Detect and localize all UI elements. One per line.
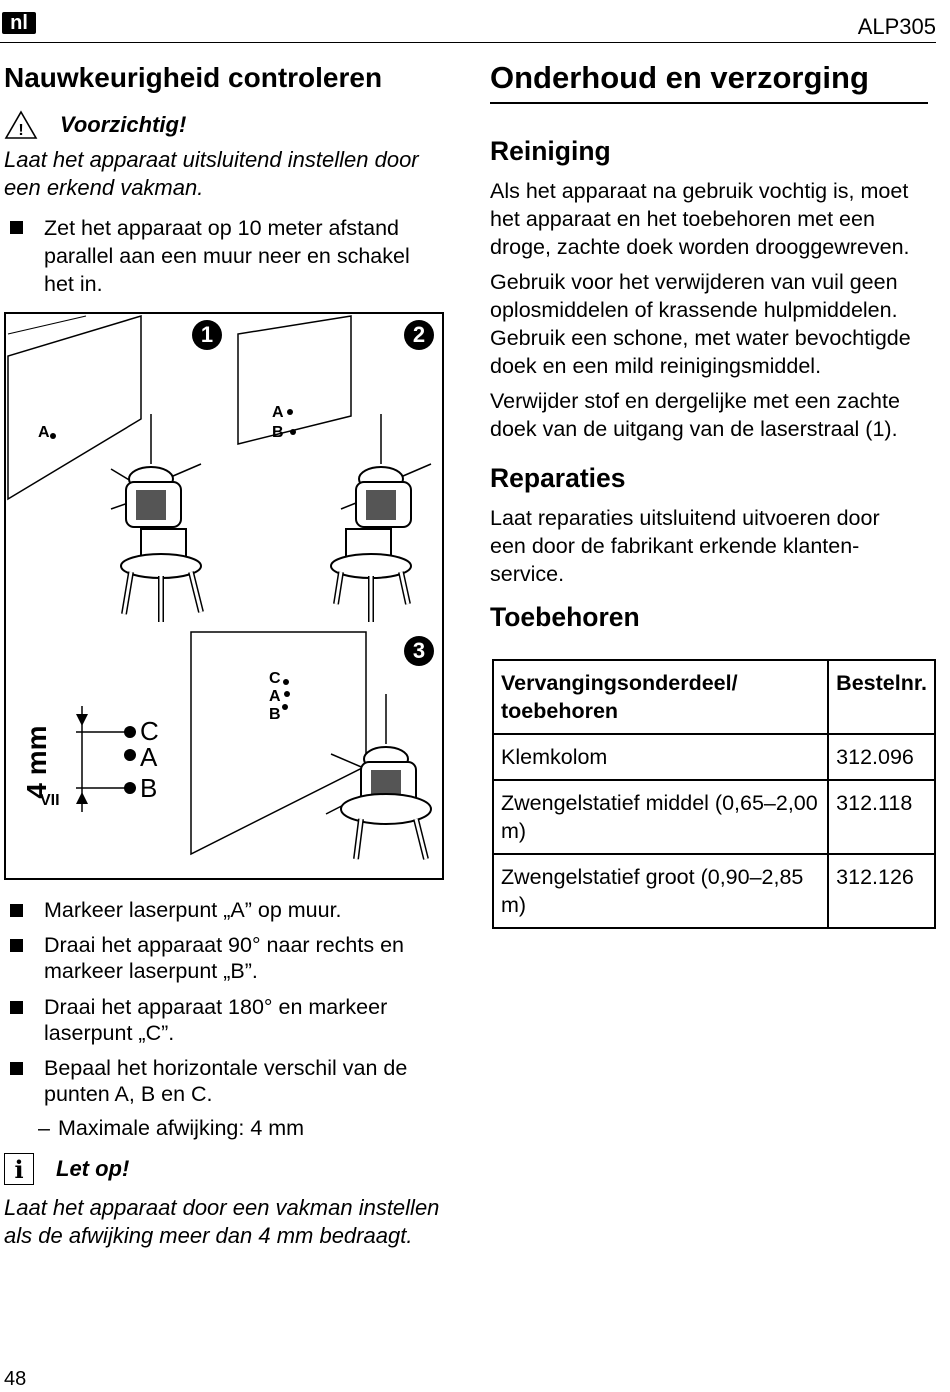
tolerance-symbol: VII: [40, 792, 60, 809]
warning-title: Voorzichtig!: [60, 112, 187, 137]
info-icon: i: [4, 1153, 34, 1185]
page-number: 48: [4, 1368, 27, 1390]
step-text: Draai het apparaat 180° en markeer laserpunt „C”.: [44, 995, 388, 1045]
scale-label-c: C: [140, 716, 159, 746]
maintenance-title: Onderhoud en verzorging: [490, 60, 928, 104]
svg-text:!: !: [18, 122, 24, 139]
step-text: Markeer laserpunt „A” op muur.: [44, 898, 342, 922]
order-number: 312.126: [828, 854, 935, 928]
bullet-square-icon: [10, 904, 23, 917]
part-name: Zwengelstatief middel (0,65–2,00 m): [493, 780, 828, 854]
cleaning-paragraph-1: Als het apparaat na gebruik vochtig is, moet het apparaat en het toebehoren met een droge, zachte doek worden drooggewreven.: [490, 179, 910, 259]
repairs-heading: Reparaties: [490, 463, 626, 493]
warning-triangle-icon: [4, 110, 38, 140]
wall2-label-a: A: [272, 404, 284, 421]
scale-label-b: B: [140, 773, 158, 803]
list-item: [4, 994, 444, 1046]
part-name: Zwengelstatief groot (0,90–2,85 m): [493, 854, 828, 928]
repairs-paragraph: Laat reparaties uitsluitend uitvoeren door een door de fabrikant erkende klanten-service.: [490, 506, 880, 586]
laser-device-1: [111, 414, 201, 622]
laser-device-2: [331, 414, 431, 622]
table-header-row: [493, 660, 935, 734]
wall3-label-a: A: [269, 688, 281, 705]
list-item: [4, 897, 444, 923]
step-text: Bepaal het horizontale verschil van de punten A, B en C.: [44, 1056, 408, 1106]
step-text: Zet het apparaat op 10 meter afstand parallel aan een muur neer en schakel het in.: [44, 216, 410, 296]
figure-marker-2: 2: [404, 320, 434, 350]
cleaning-heading: Reiniging: [490, 136, 611, 166]
wall2-label-b: B: [272, 424, 284, 441]
accessories-heading: Toebehoren: [490, 602, 640, 632]
accuracy-figure: [4, 312, 444, 880]
wall1-label-a: A: [38, 424, 50, 441]
accessories-table: [492, 659, 936, 929]
wall3-label-c: C: [269, 670, 281, 687]
list-item: [4, 1055, 444, 1107]
deviation-text: Maximale afwijking: 4 mm: [57, 1116, 305, 1140]
header-rule: [0, 42, 936, 43]
scale-4mm-label: 4 mm: [21, 725, 52, 799]
order-number: 312.118: [828, 780, 935, 854]
list-item: [4, 214, 444, 298]
language-badge: nl: [2, 12, 36, 34]
warning-text: Laat het apparaat uitsluitend instellen door een erkend vakman.: [4, 147, 419, 200]
cleaning-paragraph-3: Verwijder stof en dergelijke met een zachte doek van de uitgang van de laserstraal (1).: [490, 389, 900, 441]
wall3-label-b: B: [269, 706, 281, 723]
part-name: Klemkolom: [493, 734, 828, 780]
column-header-part: Vervangingsonderdeel/ toebehoren: [493, 660, 828, 734]
cleaning-paragraph-2: Gebruik voor het verwijderen van vuil geen oplosmiddelen of krassende hulpmiddelen. Gebruik een schone, met water bevochtigde doek en een mild reinigingsmiddel.: [490, 270, 911, 378]
scale-label-a: A: [140, 742, 158, 772]
figure-marker-1: 1: [192, 320, 222, 350]
table-row: [493, 780, 935, 854]
figure-marker-3: 3: [404, 636, 434, 666]
dash-marker: –: [38, 1116, 50, 1140]
note-text: Laat het apparaat door een vakman instellen als de afwijking meer dan 4 mm bedraagt.: [4, 1195, 440, 1248]
note-header: [4, 1153, 129, 1185]
order-number: 312.096: [828, 734, 935, 780]
bullet-square-icon: [10, 939, 23, 952]
table-row: [493, 734, 935, 780]
column-header-number: Bestelnr.: [828, 660, 935, 734]
table-row: [493, 854, 935, 928]
bullet-square-icon: [10, 221, 23, 234]
list-item: [4, 932, 444, 984]
note-title: Let op!: [56, 1156, 130, 1181]
figure-illustration: [6, 314, 444, 880]
bullet-square-icon: [10, 1001, 23, 1014]
model-name: ALP305: [857, 14, 936, 39]
accuracy-check-title: Nauwkeurigheid controleren: [4, 62, 383, 93]
laser-device-3: [326, 694, 431, 859]
bullet-square-icon: [10, 1062, 23, 1075]
deviation-item: [38, 1115, 438, 1141]
warning-header: [4, 110, 186, 140]
step-text: Draai het apparaat 90° naar rechts en markeer laserpunt „B”.: [44, 933, 404, 983]
